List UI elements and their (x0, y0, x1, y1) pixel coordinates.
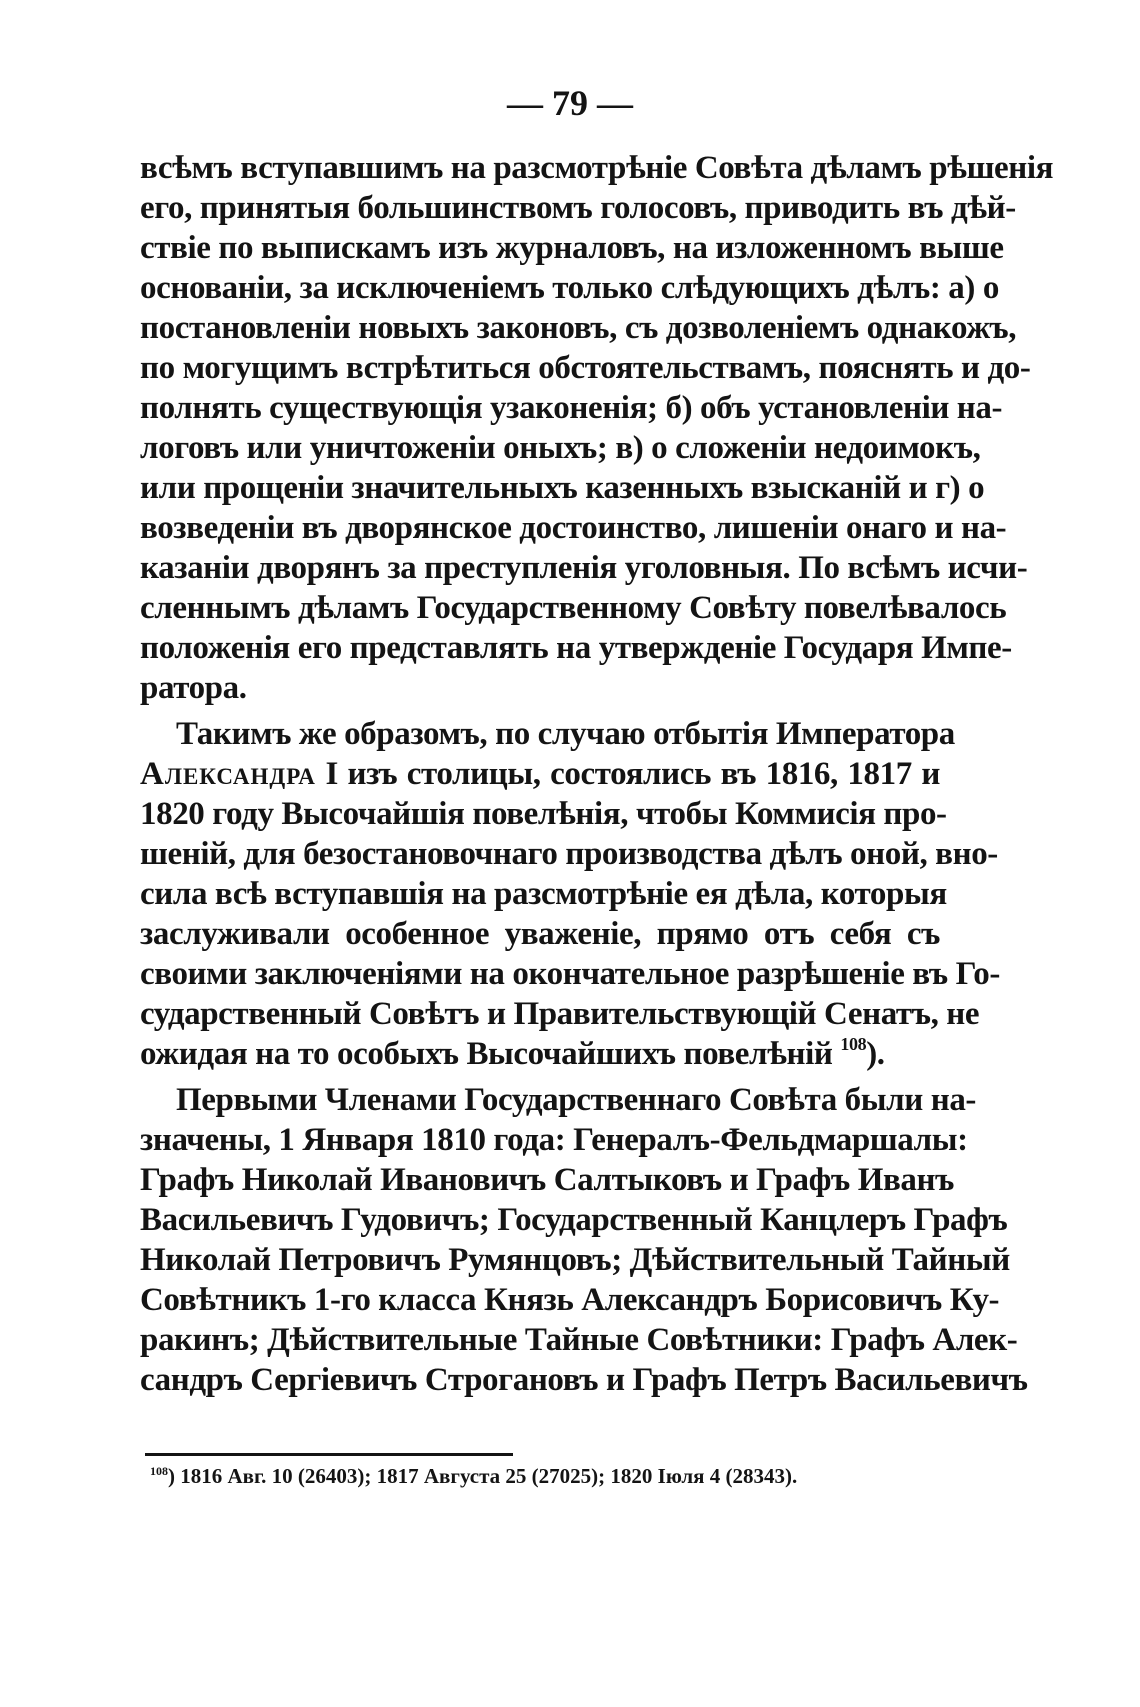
footnote-reference[interactable]: 108 (840, 1034, 867, 1054)
text-line: Первыми Членами Государственнаго Совѣта были на- (176, 1082, 977, 1118)
text-line: полнять существующія узаконенія; б) объ установленіи на- (140, 390, 1003, 426)
text-line: ратора. (140, 670, 247, 706)
body-text (140, 148, 1054, 1400)
page-number: — 79 — (507, 83, 633, 123)
text-line: возведеніи въ дворянское достоинство, лишеніи онаго и на- (140, 510, 1007, 546)
text-line (140, 1034, 940, 1074)
paragraph-3 (140, 1080, 1028, 1400)
footnote (150, 1464, 950, 1489)
text-line: сила всѣ вступавшія на разсмотрѣніе ея дѣла, которыя (140, 876, 947, 912)
text-line: ракинъ; Дѣйствительные Тайные Совѣтники: Графъ Алек- (140, 1322, 1018, 1358)
text-line: значены, 1 Января 1810 года: Генералъ-Фельдмаршалы: (140, 1122, 968, 1158)
text-segment: ожидая на то особыхъ Высочайшихъ повелѣній (140, 1036, 841, 1072)
text-line: Николай Петровичъ Румянцовъ; Дѣйствительный Тайный (140, 1242, 1010, 1278)
text-line: положенія его представлять на утвержденіе Государя Импе- (140, 630, 1012, 666)
text-line: Васильевичъ Гудовичъ; Государственный Канцлеръ Графъ (140, 1202, 1008, 1238)
text-line: ствіе по выпискамъ изъ журналовъ, на изложенномъ выше (140, 230, 1004, 266)
text-line: по могущимъ встрѣтиться обстоятельствамъ, пояснять и до- (140, 350, 1031, 386)
text-line: шеній, для безостановочнаго производства дѣлъ оной, вно- (140, 836, 998, 872)
footnote-marker: 108 (150, 1464, 168, 1478)
text-line: Совѣтникъ 1-го класса Князь Александръ Борисовичъ Ку- (140, 1282, 1000, 1318)
paragraph-2 (140, 714, 1000, 1074)
footnote-divider (145, 1453, 513, 1456)
emperor-name: Александра (140, 756, 316, 792)
paragraph-1 (140, 148, 1054, 708)
text-line: сударственный Совѣтъ и Правительствующій Сенатъ, не (140, 996, 980, 1032)
text-line: казаніи дворянъ за преступленія уголовныя. По всѣмъ исчи- (140, 550, 1028, 586)
text-line: Графъ Николай Ивановичъ Салтыковъ и Графъ Иванъ (140, 1162, 954, 1198)
text-segment: ). (866, 1036, 885, 1072)
text-line: основаніи, за исключеніемъ только слѣдующихъ дѣлъ: а) о (140, 270, 999, 306)
text-line: Такимъ же образомъ, по случаю отбытія Императора (176, 716, 955, 752)
footnote-text: ) 1816 Авг. 10 (26403); 1817 Августа 25 (27025); 1820 Іюля 4 (28343). (168, 1464, 798, 1488)
text-line: его, принятыя большинствомъ голосовъ, приводить въ дѣй- (140, 190, 1016, 226)
text-line: постановленіи новыхъ законовъ, съ дозволеніемъ однакожъ, (140, 310, 1017, 346)
text-line: заслуживали особенное уваженіе, прямо отъ себя съ (140, 916, 940, 952)
text-line: 1820 году Высочайшія повелѣнія, чтобы Коммисія про- (140, 796, 947, 832)
text-line (140, 754, 940, 794)
text-line: своими заключеніями на окончательное разрѣшеніе въ Го- (140, 956, 1000, 992)
text-line: всѣмъ вступавшимъ на разсмотрѣніе Совѣта дѣламъ рѣшенія (140, 150, 1054, 186)
text-line: логовъ или уничтоженіи оныхъ; в) о сложеніи недоимокъ, (140, 430, 981, 466)
text-segment: I изъ столицы, состоялись въ 1816, 1817 и (315, 756, 940, 792)
text-line: сленнымъ дѣламъ Государственному Совѣту повелѣвалось (140, 590, 1007, 626)
text-line: сандръ Сергіевичъ Строгановъ и Графъ Петръ Васильевичъ (140, 1362, 1028, 1398)
text-line: или прощеніи значительныхъ казенныхъ взысканій и г) о (140, 470, 985, 506)
